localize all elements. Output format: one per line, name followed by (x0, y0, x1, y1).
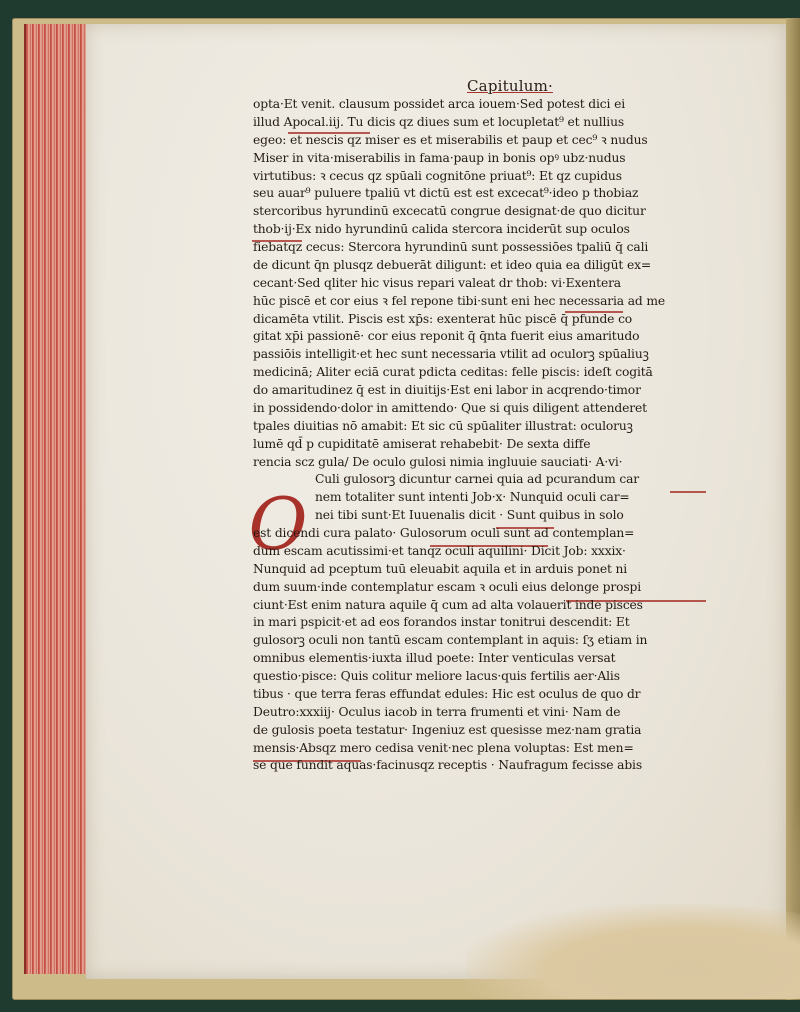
text-line: de dicunt q̄n plusqz debuerāt diligunt: et ideo quia ea diligūt ex= (253, 257, 652, 272)
text-line: in mari pspicit·et ad eos forandos instar tonitrui descendit: Et (253, 615, 630, 630)
text-line: dum escam acutissimi·et tanqz oculi aquilini· Dicit Job: xxxix· (253, 543, 626, 558)
text-line: lumē qd̄ p cupiditatē amiserat rehabebit· De sexta diffe (253, 436, 591, 451)
text-line: mensis·Absqz mero cedisa venit·nec plena voluptas: Est men= (253, 740, 634, 755)
text-line: de gulosis poeta testatur· Ingeniuz est quesisse mez·nam gratia (253, 722, 642, 737)
text-line: passiōis intelligit·et hec sunt necessaria vtilit ad oculorꝫ spūaliuꝫ (253, 347, 649, 362)
text-line: gitat xp̄i passionē· cor eius reponit q̄ q̄nta fuerit eius amaritudo (253, 329, 640, 344)
text-line: rencia scz gula/ De oculo gulosi nimia ingluuie sauciati· A·vi· (253, 454, 623, 469)
text-line: Deutro:xxxiij· Oculus iacob in terra frumenti et vini· Nam de (253, 704, 621, 719)
text-line: tibus · que terra feras effundat edules: Hic est oculus de quo dr (253, 686, 641, 701)
text-line: seu auar⁹ puluere tpaliū vt dictū est est excecat⁹·ideo p thobiaz (253, 186, 639, 201)
text-line: nei tibi sunt·Et Iuuenalis dicit · Sunt quibus in solo (315, 508, 624, 523)
initial-letter: O (248, 482, 308, 566)
water-stain (466, 904, 800, 999)
text-line: do amaritudinez q̄ est in diuitijs·Est eni labor in acqrendo·timor (253, 383, 641, 397)
text-line: Nunquid ad pceptum tuū eleuabit aquila et in arduis ponet ni (253, 561, 628, 576)
text-line: gulosorꝫ oculi non tantū escam contemplant in aquis: ſʒ etiam in (253, 633, 648, 648)
text-line: cecant·Sed qliter hic visus repari valeat dr thob: vi·Exentera (253, 275, 621, 290)
text-line: illud Apocal.iij. Tu dicis qz diues sum et locupletat⁹ et nullius (253, 114, 625, 129)
text-line: opta·Et venit. clausum possidet arca iouem·Sed potest dici ei (253, 97, 625, 111)
text-line: egeo: et nescis qz miser es et miserabilis et paup et cec⁹ ꝛ nudus (253, 132, 648, 147)
text-line: omnibus elementis·iuxta illud poete: Inter venticulas versat (253, 651, 616, 666)
chapter-heading: Capitulum· (467, 77, 553, 95)
text-line: virtutibus: ꝛ cecus qz spūali cognitōne priuat⁹: Et qz cupidus (253, 168, 622, 183)
text-line: est dicendi cura palato· Gulosorum oculi sunt ad contemplan= (253, 526, 635, 540)
text-line: in possidendo·dolor in amittendo· Que si quis diligent attenderet (253, 400, 647, 415)
text-block (253, 96, 708, 775)
text-line: dum suum·inde contemplatur escam ꝛ oculi eius delonge prospi (253, 579, 642, 594)
page-edges (24, 24, 92, 974)
water-stain-side (786, 724, 800, 1004)
text-line: thob·ij·Ex nido hyrundinū calida stercora inciderūt sup oculos (253, 222, 630, 237)
text-line: hūc piscē et cor eius ꝛ fel repone tibi·sunt eni hec necessaria ad me (253, 293, 666, 308)
text-line: stercoribus hyrundinū excecatū congrue designat·de quo dicitur (253, 204, 646, 219)
text-line: ciunt·Est enim natura aquile q̄ cum ad alta volauerit inde pisces (253, 597, 643, 612)
text-line: questio·pisce: Quis colitur meliore lacus·quis fertilis aer·Alis (253, 669, 620, 683)
text-line: se que fundit aquas·facinusqz receptis · Naufragum fecisse abis (253, 758, 642, 773)
text-line: Culi gulosorꝫ dicuntur carnei quia ad pcurandum car (315, 472, 640, 487)
text-line: tpales diuitias nō amabit: Et sic cū spūaliter illustrat: oculoruꝫ (253, 418, 633, 433)
text-line: nem totaliter sunt intenti Job·x· Nunquid oculi car= (315, 490, 630, 505)
text-line: fiebatqz cecus: Stercora hyrundinū sunt possessiōes tpaliū q̄ cali (253, 240, 649, 254)
text-line: Miser in vita·miserabilis in fama·paup in bonis opꝰ ubz·nudus (253, 150, 626, 165)
text-line: dicamēta vtilit. Piscis est xp̄s: exenterat hūc piscē q̄ pfunde co (253, 311, 633, 326)
text-line: medicinā; Aliter eciā curat pdicta ceditas: felle piscis: ideſt cogitā (253, 365, 653, 380)
